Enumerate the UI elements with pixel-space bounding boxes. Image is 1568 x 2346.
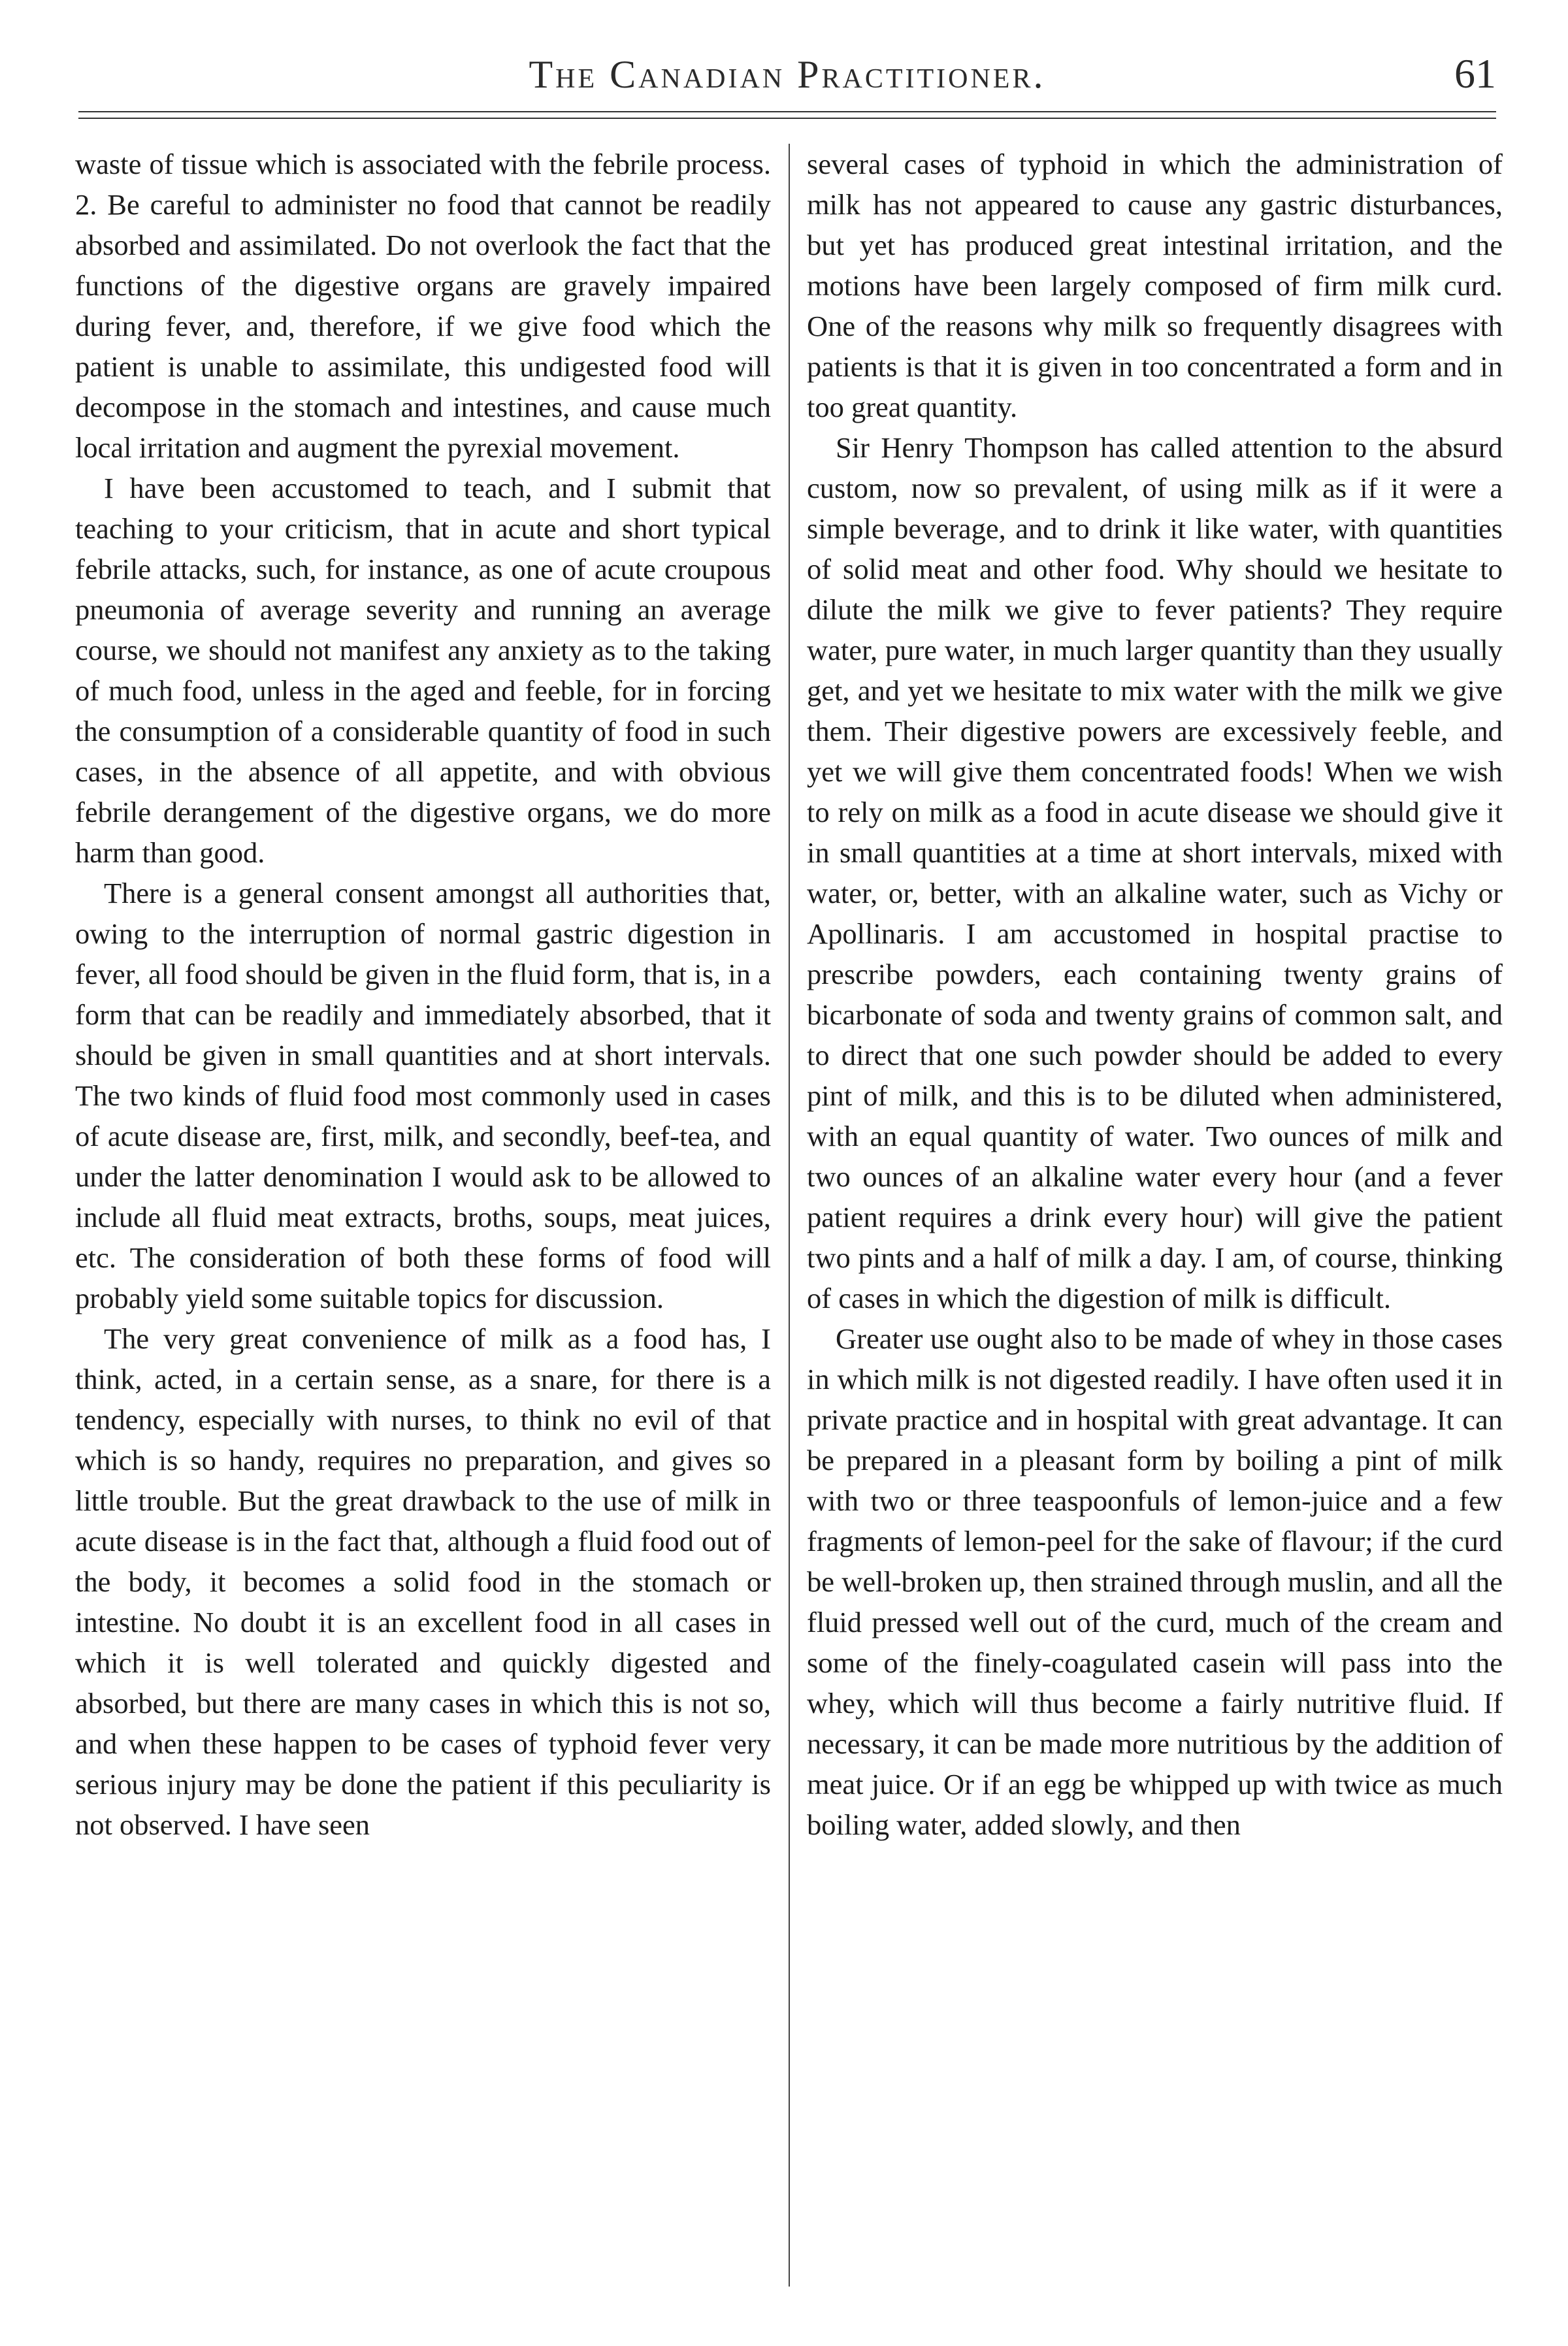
left-paragraph-1: waste of tissue which is associated with the febrile process. 2. Be careful to administer no food that cannot be readily absorbed and assimilated. Do not overlook the fact that the functions of the digestive organs are gravely impaired during fever, and, therefore, if we give food which the patient is unable to assimilate, this undigested food will decompose in the stomach and intestines, and cause much local irritation and augment the pyrexial movement. <box>75 148 771 464</box>
column-divider <box>789 144 790 2287</box>
page-header <box>78 41 1496 112</box>
right-paragraph-2: Sir Henry Thompson has called attention to the absurd custom, now so prevalent, of using milk as if it were a simple beverage, and to drink it like water, with quantities of solid meat and other food. Why should we hesitate to dilute the milk we give to fever patients? They require water, pure water, in much larger quantity than they usually get, and yet we hesitate to mix water with the milk we give them. Their digestive powers are excessively feeble, and yet we will give them concentrated foods! When we wish to rely on milk as a food in acute disease we should give it in small quantities at a time at short intervals, mixed with water, or, better, with an alkaline water, such as Vichy or Apollinaris. I am accustomed in hospital practise to prescribe powders, each containing twenty grains of bicarbonate of soda and twenty grains of common salt, and to direct that one such powder should be added to every pint of milk, and this is to be diluted when administered, with an equal quantity of water. Two ounces of milk and two ounces of an alkaline water every hour (and a fever patient requires a drink every hour) will give the patient two pints and a half of milk a day. I am, of course, thinking of cases in which the digestion of milk is difficult. <box>807 431 1503 1314</box>
right-paragraph-1: several cases of typhoid in which the administration of milk has not appeared to cause any gastric disturbances, but yet has produced great intestinal irritation, and the motions have been largely composed of firm milk curd. One of the reasons why milk so frequently disagrees with patients is that it is given in too concentrated a form and in too great quantity. <box>807 148 1503 423</box>
left-column <box>75 144 771 1845</box>
header-rule-bottom <box>78 118 1496 119</box>
text-columns <box>75 144 1503 2300</box>
right-column <box>807 144 1503 1845</box>
running-title: The Canadian Practitioner. <box>529 53 1046 96</box>
left-paragraph-3: There is a general consent amongst all authorities that, owing to the interruption of normal gastric digestion in fever, all food should be given in the fluid form, that is, in a form that can be readily and immediately absorbed, that it should be given in small quantities and at short intervals. The two kinds of fluid food most commonly used in cases of acute disease are, first, milk, and secondly, beef-tea, and under the latter denomination I would ask to be allowed to include all fluid meat extracts, broths, soups, meat juices, etc. The consideration of both these forms of food will probably yield some suitable topics for discussion. <box>75 877 771 1314</box>
left-paragraph-4: The very great convenience of milk as a food has, I think, acted, in a certain sense, as a snare, for there is a tendency, especially with nurses, to think no evil of that which is so handy, requires no preparation, and gives so little trouble. But the great drawback to the use of milk in acute disease is in the fact that, although a fluid food out of the body, it becomes a solid food in the stomach or intestine. No doubt it is an excellent food in all cases in which it is well tolerated and quickly digested and absorbed, but there are many cases in which this is not so, and when these happen to be cases of typhoid fever very serious injury may be done the patient if this peculiarity is not observed. I have seen <box>75 1322 771 1841</box>
right-paragraph-3: Greater use ought also to be made of whey in those cases in which milk is not digested readily. I have often used it in private practice and in hospital with great advantage. It can be prepared in a pleasant form by boiling a pint of milk with two or three teaspoonfuls of lemon-juice and a few fragments of lemon-peel for the sake of flavour; if the curd be well-broken up, then strained through muslin, and all the fluid pressed well out of the curd, much of the cream and some of the finely-coagulated casein will pass into the whey, which will thus become a fairly nutritive fluid. If necessary, it can be made more nutritious by the addition of meat juice. Or if an egg be whipped up with twice as much boiling water, added slowly, and then <box>807 1322 1503 1841</box>
page-number: 61 <box>1454 50 1496 97</box>
header-rule-top <box>78 111 1496 112</box>
left-paragraph-2: I have been accustomed to teach, and I submit that teaching to your criticism, that in acute and short typical febrile attacks, such, for instance, as one of acute croupous pneumonia of average severity and running an average course, we should not manifest any anxiety as to the taking of much food, unless in the aged and feeble, for in forcing the consumption of a considerable quantity of food in such cases, in the absence of all appetite, and with obvious febrile derangement of the digestive organs, we do more harm than good. <box>75 472 771 869</box>
